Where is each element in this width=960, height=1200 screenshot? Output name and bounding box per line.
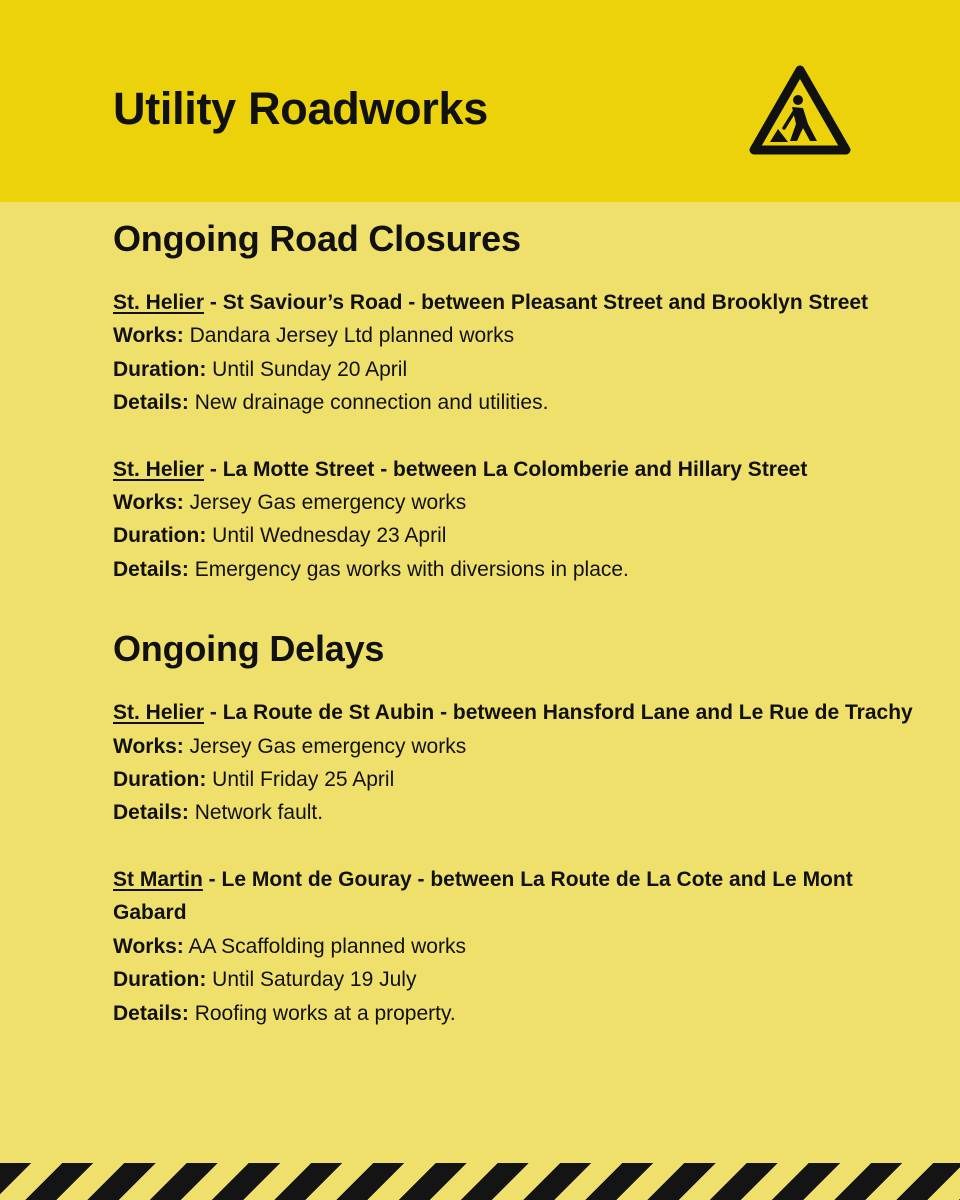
details-value: New drainage connection and utilities. <box>194 391 549 415</box>
details-value: Emergency gas works with diversions in place. <box>194 557 629 581</box>
works-row <box>113 730 913 763</box>
works-value: Dandara Jersey Ltd planned works <box>189 324 515 348</box>
works-value: Jersey Gas emergency works <box>189 734 467 758</box>
works-row <box>113 930 913 963</box>
details-value: Network fault. <box>194 801 324 825</box>
duration-label: Duration: <box>113 968 207 992</box>
details-label: Details: <box>113 1001 189 1025</box>
works-label: Works: <box>113 324 184 348</box>
duration-row <box>113 963 913 996</box>
route-text: - Le Mont de Gouray - between La Route de La Cote and Le Mont Gabard <box>113 867 853 925</box>
duration-row <box>113 519 913 552</box>
route-text: - St Saviour’s Road - between Pleasant Street and Brooklyn Street <box>204 291 869 314</box>
roadwork-entry <box>113 696 913 830</box>
details-row <box>113 386 913 419</box>
details-label: Details: <box>113 391 189 415</box>
entry-title <box>113 696 913 729</box>
works-value: AA Scaffolding planned works <box>188 934 466 958</box>
entry-title <box>113 453 913 486</box>
entry-title <box>113 863 913 930</box>
entry-title <box>113 286 913 319</box>
roadwork-entry <box>113 863 913 1030</box>
delays-list <box>113 696 913 1030</box>
route-text: - La Motte Street - between La Colomberie and Hillary Street <box>204 457 808 481</box>
works-value: Jersey Gas emergency works <box>189 491 467 515</box>
duration-label: Duration: <box>113 524 207 548</box>
details-label: Details: <box>113 801 189 825</box>
duration-label: Duration: <box>113 357 207 381</box>
duration-value: Until Saturday 19 July <box>212 968 417 992</box>
route-text: - La Route de St Aubin - between Hansford Lane and Le Rue de Trachy <box>204 701 913 725</box>
town-link[interactable]: St Martin <box>113 867 203 891</box>
duration-value: Until Friday 25 April <box>212 768 395 792</box>
closures-list <box>113 286 913 586</box>
delays-heading: Ongoing Delays <box>113 628 385 670</box>
duration-label: Duration: <box>113 768 207 792</box>
duration-row <box>113 763 913 796</box>
roadworks-warning-icon <box>746 62 854 158</box>
works-row <box>113 486 913 519</box>
details-row <box>113 796 913 829</box>
town-link[interactable]: St. Helier <box>113 457 205 481</box>
duration-value: Until Wednesday 23 April <box>212 524 447 548</box>
hazard-stripe-border <box>0 1163 960 1200</box>
town-link[interactable]: St. Helier <box>113 701 205 725</box>
main-content <box>113 214 913 1030</box>
roadwork-entry <box>113 286 913 420</box>
works-label: Works: <box>113 934 184 958</box>
duration-row <box>113 353 913 386</box>
closures-heading: Ongoing Road Closures <box>113 218 521 259</box>
works-label: Works: <box>113 734 184 758</box>
header-banner <box>0 0 960 202</box>
page-title: Utility Roadworks <box>113 83 488 134</box>
roadwork-entry <box>113 453 913 587</box>
town-link[interactable]: St. Helier <box>113 291 205 314</box>
details-value: Roofing works at a property. <box>194 1001 456 1025</box>
duration-value: Until Sunday 20 April <box>212 357 408 381</box>
details-label: Details: <box>113 557 189 581</box>
details-row <box>113 997 913 1030</box>
works-label: Works: <box>113 491 184 515</box>
details-row <box>113 553 913 586</box>
works-row <box>113 319 913 352</box>
